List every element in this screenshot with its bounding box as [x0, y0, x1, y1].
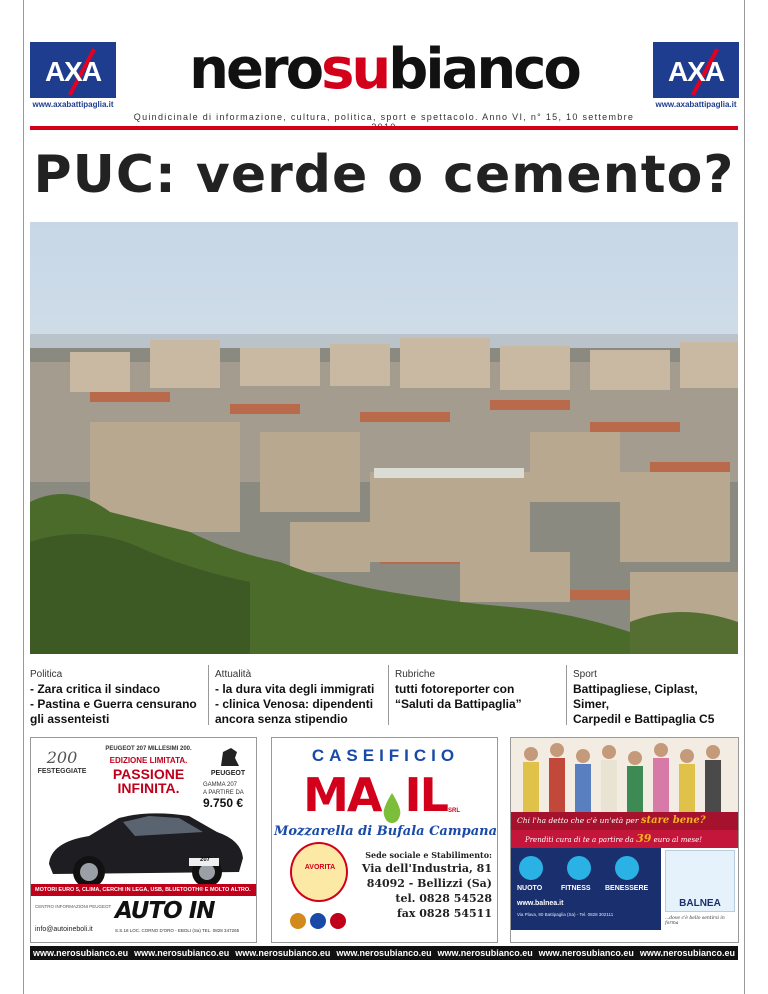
ad-peugeot[interactable]: [30, 737, 257, 943]
dealer-address: S.S.18 LOC. CORNO D'ORO - EBOLI (Sa) TEL. 0828 347265: [115, 928, 240, 933]
service-swimming: NUOTO: [517, 885, 543, 892]
footer-link[interactable]: www.nerosubianco.eu: [639, 948, 735, 958]
peugeot-infinite: INFINITA.: [117, 780, 180, 796]
drop-icon: [380, 782, 404, 816]
rubric-text: Battipagliese, Ciplast, Simer, Carpedil e Battipaglia C5: [573, 682, 715, 726]
rubric-category: Rubriche: [395, 669, 436, 680]
offer-part-3: euro al mese!: [653, 836, 703, 844]
balnea-slogan: [511, 812, 739, 830]
peugeot-edition: EDIZIONE LIMITATA.: [109, 756, 188, 765]
peugeot-info: CENTRO INFORMAZIONI PEUGEOT: [35, 904, 112, 909]
headline: PUC: verde o cemento?: [33, 145, 735, 205]
axa-url[interactable]: www.axabattipaglia.it: [653, 98, 739, 112]
rubric-attualita[interactable]: [208, 665, 378, 725]
brand-part-il: IL: [404, 768, 447, 822]
caseificio-subtitle: Mozzarella di Bufala Campana: [273, 824, 497, 839]
wellness-icon: [615, 856, 639, 880]
red-rule: [30, 126, 738, 130]
rubric-sport[interactable]: [566, 665, 736, 725]
service-wellness: BENESSERE: [605, 885, 649, 892]
dealer-email[interactable]: info@autoineboli.it: [35, 926, 93, 933]
balnea-motto: ...dove c'è bello sentirsi in forma: [665, 916, 725, 926]
axa-url[interactable]: www.axabattipaglia.it: [30, 98, 116, 112]
caseificio-title: CASEIFICIO: [311, 746, 460, 765]
slogan-part-1: Chi l'ha detto che c'è un'età per: [517, 816, 639, 825]
car-image: [39, 802, 249, 892]
rubric-rubriche[interactable]: [388, 665, 558, 725]
axa-logo-left[interactable]: [30, 42, 116, 112]
footer-link[interactable]: www.nerosubianco.eu: [437, 948, 533, 958]
footer-link[interactable]: www.nerosubianco.eu: [538, 948, 634, 958]
caseificio-tel: tel. 0828 54528: [395, 892, 492, 905]
footer-bar: [30, 946, 738, 960]
peugeot-top-text: PEUGEOT 207 MILLESIMI 200.: [105, 746, 192, 752]
axa-logo-right[interactable]: [653, 42, 739, 112]
service-fitness: FITNESS: [561, 885, 591, 892]
brand-part-ma: MA: [303, 768, 381, 822]
rubric-text: tutti fotoreporter con “Saluti da Battipaglia”: [395, 682, 522, 711]
caseificio-brand: [300, 768, 450, 822]
balnea-offer: [511, 830, 739, 848]
peugeot-features: MOTORI EURO 5, CLIMA, CERCHI IN LEGA, USB, BLUETOOTH® E MOLTO ALTRO.: [31, 884, 257, 896]
offer-part-1: Prenditi cura di te: [525, 836, 590, 844]
dealer-logo: AUTO IN: [115, 898, 215, 924]
balnea-website[interactable]: www.balnea.it: [517, 900, 564, 907]
rubric-category: Attualità: [215, 669, 252, 680]
rubric-text: - la dura vita degli immigrati - clinica Venosa: dipendenti ancora senza stipendio: [215, 682, 375, 726]
caseificio-hq: Sede sociale e Stabilimento:: [365, 850, 492, 860]
axa-mark: AXA: [667, 56, 725, 87]
balnea-brand: BALNEA: [679, 898, 721, 909]
balnea-address: Via Plava, 80 Battipaglia (Sa) - Tel. 0828 302111: [517, 912, 614, 917]
people-photo: [511, 738, 739, 812]
offer-part-2: a partire da: [592, 836, 634, 844]
footer-link[interactable]: www.nerosubianco.eu: [134, 948, 230, 958]
caseificio-srl: SRL: [448, 808, 460, 814]
slogan-part-2: stare bene?: [640, 815, 706, 826]
cityscape-image: [30, 222, 738, 654]
rubric-text: - Zara critica il sindaco - Pastina e Guerra censurano gli assenteisti: [30, 682, 197, 726]
caseificio-street: Via dell'Industria, 81: [361, 862, 492, 875]
masthead-part-su: su: [321, 37, 389, 102]
footer-link[interactable]: www.nerosubianco.eu: [336, 948, 432, 958]
cover-photo: [30, 222, 738, 654]
tagline: Quindicinale di informazione, cultura, politica, sport e spettacolo. Anno VI, n° 15, 10 settembre: [133, 112, 635, 122]
swimmer-icon: [519, 856, 543, 880]
peugeot-from: A PARTIRE DA: [203, 790, 244, 796]
rubric-politica[interactable]: [30, 665, 200, 725]
rubrics-bar: [30, 665, 738, 725]
certification-badges: [288, 910, 348, 932]
footer-link[interactable]: www.nerosubianco.eu: [235, 948, 331, 958]
favorita-seal: [290, 842, 348, 902]
fitness-icon: [567, 856, 591, 880]
ad-caseificio[interactable]: [271, 737, 498, 943]
masthead-part-nero: nero: [189, 37, 322, 102]
rubric-category: Sport: [573, 669, 597, 680]
masthead-part-bianco: bianco: [388, 37, 579, 102]
caseificio-city: 84092 - Bellizzi (Sa): [366, 877, 492, 890]
ad-balnea[interactable]: [510, 737, 739, 943]
rubric-category: Politica: [30, 669, 63, 680]
caseificio-fax: fax 0828 54511: [397, 907, 492, 920]
car-plate: 207: [199, 857, 210, 863]
masthead: [128, 37, 640, 102]
seal-text: AVORITA: [304, 864, 336, 871]
peugeot-passion: PASSIONE: [112, 766, 185, 782]
anniversary-number: 200: [46, 748, 78, 767]
anniversary-text: FESTEGGIATE: [37, 768, 87, 775]
axa-mark: AXA: [44, 56, 102, 87]
peugeot-price: 9.750 €: [203, 796, 244, 810]
offer-price: 39: [636, 832, 652, 845]
footer-link[interactable]: www.nerosubianco.eu: [32, 948, 129, 958]
peugeot-lion-icon: [209, 744, 249, 770]
peugeot-range: GAMMA 207: [203, 782, 238, 788]
peugeot-brand: PEUGEOT: [210, 770, 246, 777]
